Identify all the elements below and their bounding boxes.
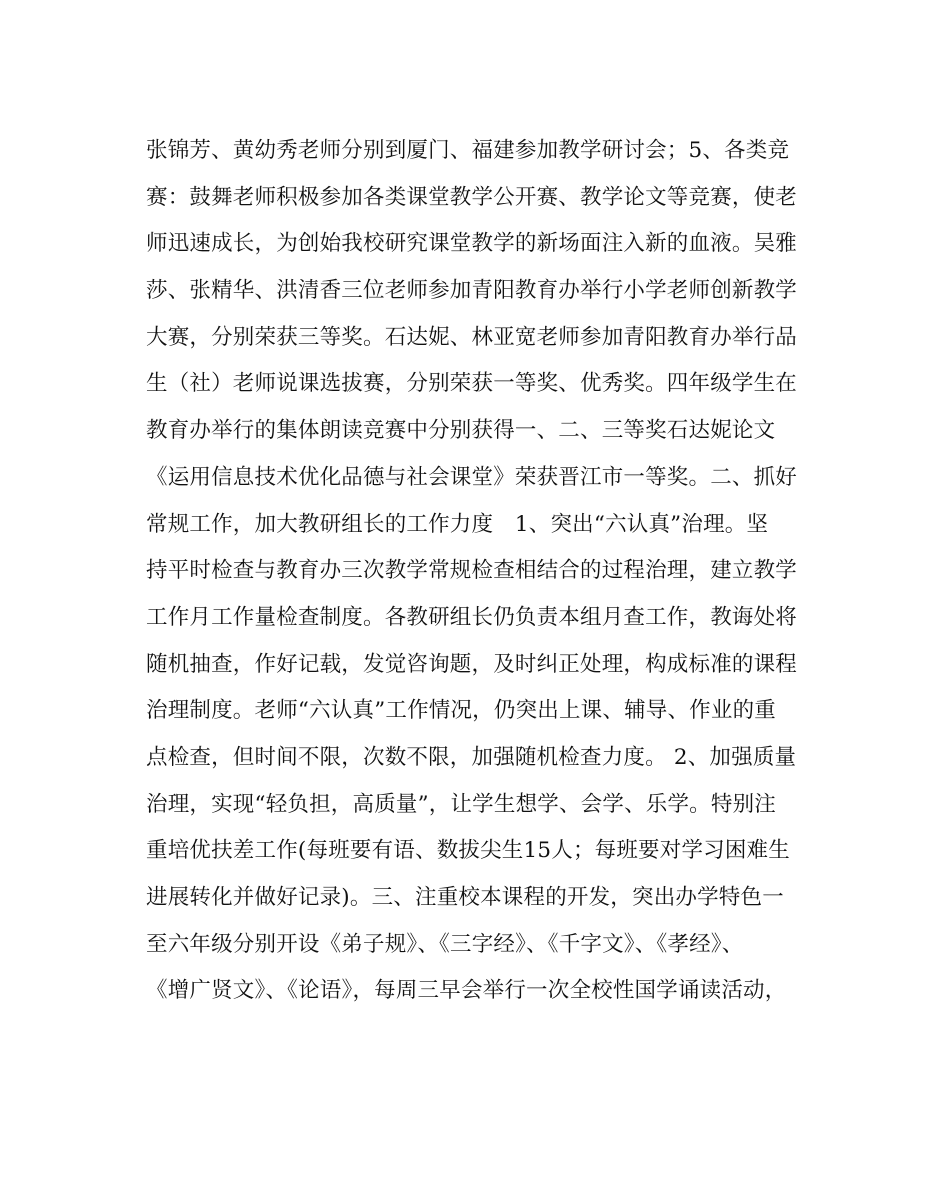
text-line-10: 持平时检查与教育办三次教学常规检查相结合的过程治理，建立教学	[146, 558, 798, 584]
text-line-4: 莎、张精华、洪清香三位老师参加青阳教育办举行小学老师创新教学	[146, 278, 798, 304]
text-line-8: 《运用信息技术优化品德与社会课堂》荣获晋江市一等奖。二、抓好	[146, 464, 798, 490]
text-line-5: 大赛，分别荣获三等奖。石达妮、林亚宽老师参加青阳教育办举行品	[146, 324, 798, 350]
text-line-6: 生（社）老师说课选拔赛，分别荣获一等奖、优秀奖。四年级学生在	[146, 371, 798, 397]
text-line-14: 点检查，但时间不限，次数不限，加强随机检查力度。 2、加强质量	[146, 744, 797, 770]
text-line-12: 随机抽查，作好记载，发觉咨询题，及时纠正处理，构成标准的课程	[146, 651, 798, 677]
text-line-2: 赛：鼓舞老师积极参加各类课堂教学公开赛、教学论文等竞赛，使老	[146, 184, 798, 210]
text-line-9: 常规工作，加大教研组长的工作力度 1、突出“六认真”治理。坚	[146, 511, 769, 537]
text-line-19: 《增广贤文》、《论语》，每周三早会举行一次全校性国学诵读活动，	[146, 978, 787, 1004]
text-line-18: 至六年级分别开设《弟子规》、《三字经》、《千字文》、《孝经》、	[146, 931, 744, 957]
text-line-15: 治理，实现“轻负担，高质量”，让学生想学、会学、乐学。特别注	[146, 791, 776, 817]
text-line-16: 重培优扶差工作(每班要有语、数拔尖生15人；每班要对学习困难生	[146, 838, 790, 864]
text-line-7: 教育办举行的集体朗读竞赛中分别获得一、二、三等奖石达妮论文	[146, 418, 776, 444]
text-line-3: 师迅速成长，为创始我校研究课堂教学的新场面注入新的血液。吴雅	[146, 231, 798, 257]
text-line-17: 进展转化并做好记录)。三、注重校本课程的开发，突出办学特色一	[146, 885, 784, 910]
text-line-13: 治理制度。老师“六认真”工作情况，仍突出上课、辅导、作业的重	[146, 698, 776, 724]
text-line-11: 工作月工作量检查制度。各教研组长仍负责本组月查工作，教诲处将	[146, 604, 798, 630]
body-text	[146, 128, 826, 1015]
text-line-1: 张锦芳、黄幼秀老师分别到厦门、福建参加教学研讨会；5、各类竞	[146, 138, 790, 163]
